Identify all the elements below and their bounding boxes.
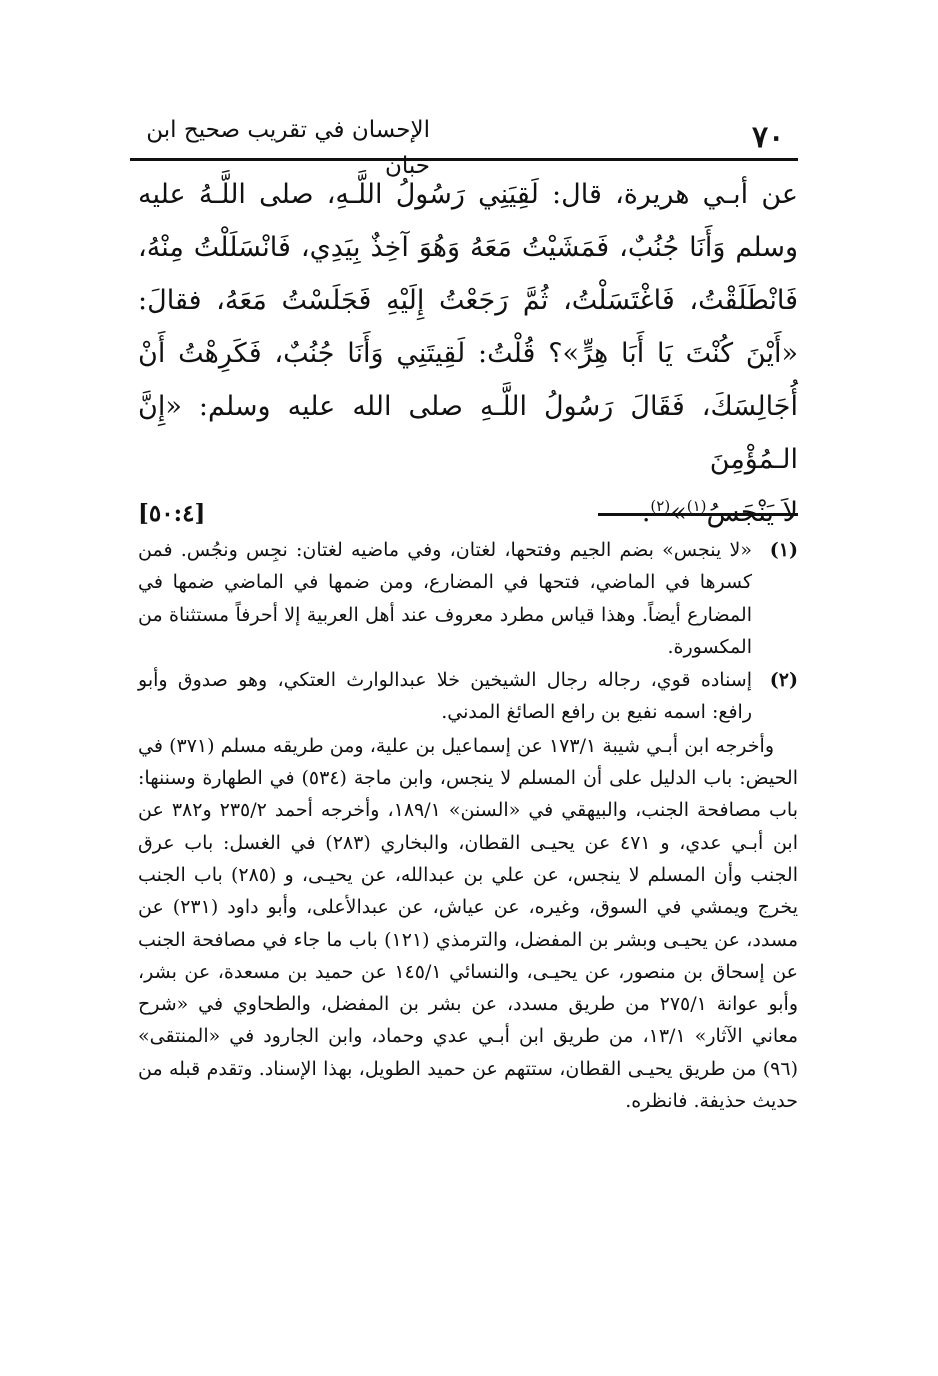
closing-period: . xyxy=(641,497,651,528)
closing-quote: » xyxy=(670,497,687,528)
footnote-1 xyxy=(138,534,798,663)
footnote-2-text: إسناده قوي، رجاله رجال الشيخين خلا عبدالوارث العتكي، وهو صدوق وأبو رافع: اسمه نفيع بن رافع الصائغ المدني. xyxy=(138,669,752,724)
footnote-2-continuation: وأخرجه ابن أبـي شيبة ١٧٣/١ عن إسماعيل بن علية، ومن طريقه مسلم (٣٧١) في الحيض: باب الدليل على أن المسلم لا ينجس، وابن ماجة (٥٣٤) في الطهارة وسننها: باب مصافحة الجنب، والبيهقي في «السنن» ١٨٩/١، وأخرجه أحمد ٢٣٥/٢ و٣٨٢ عن ابن أبـي عدي، و ٤٧١ عن يحيـى القطان، والبخاري (٢٨٣) في الغسل: باب عرق الجنب وأن المسلم لا ينجس، عن علي بن عبدالله، عن يحيـى، و (٢٨٥) باب الجنب يخرج ويمشي في السوق، وغيره، عن عياش، عن عبدالأعلى، وأبو داود (٢٣١) عن مسدد، عن يحيـى وبشر بن المفضل، والترمذي (١٢١) باب ما جاء في مصافحة الجنب عن إسحاق بن منصور، عن يحيـى، والنسائي ١٤٥/١ عن حميد بن مسعدة، عن بشر، وأبو عوانة ٢٧٥/١ من طريق مسدد، عن بشر بن المفضل، والطحاوي في «شرح معاني الآثار» ١٣/١، من طريق ابن أبـي عدي وحماد، وابن الجارود في «المنتقى» (٩٦) من طريق يحيـى القطان، ستتهم عن حميد الطويل، بهذا الإسناد. وتقدم قبله من حديث حذيفة. فانظره. xyxy=(138,734,798,1113)
hadith-last-words: لاَ يَنْجَسُ xyxy=(706,497,798,528)
footnote-2 xyxy=(138,664,798,729)
running-title: الإحسان في تقريب صحيح ابن حبان xyxy=(146,117,430,179)
header-rule xyxy=(130,158,798,161)
footnote-rule xyxy=(598,513,798,516)
footnote-marker-1: (١) xyxy=(686,497,707,515)
footnote-1-marker: (١) xyxy=(769,539,798,561)
footnote-marker-2: (٢) xyxy=(650,497,671,515)
hadith-body: عن أبـي هريرة، قال: لَقِيَنِي رَسُولُ اللَّـهِ، صلى اللَّـهُ عليه وسلم وَأَنَا جُنُبٌ، فَمَشَيْتُ مَعَهُ وَهُوَ آخِذٌ بِيَدِي، فَانْسَلَلْتُ مِنْهُ، فَانْطَلَقْتُ، فَاغْتَسَلْتُ، ثُمَّ رَجَعْتُ إِلَيْهِ فَجَلَسْتُ مَعَهُ، فقالَ: «أَيْنَ كُنْتَ يَا أَبَا هِرٍّ»؟ قُلْتُ: لَقِيتَنِي وَأَنَا جُنُبٌ، فَكَرِهْتُ أَنْ أُجَالِسَكَ، فَقَالَ رَسُولُ اللَّـهِ صلى الله عليه وسلم: «إِنَّ الـمُؤْمِنَ xyxy=(138,179,798,475)
hadith-reference: [٥٠:٤] xyxy=(138,500,206,527)
page-number: ٧٠ xyxy=(752,120,785,155)
footnote-1-text: «لا ينجس» بضم الجيم وفتحها، لغتان، وفي ماضيه لغتان: نجِس ونجُس. فمن كسرها في الماضي، فتحها في المضارع، ومن ضمها في الماضي ضمها في المضارع أيضاً. وهذا قياس مطرد معروف عند أهل العربية إلا أحرفاً مستثناة من المكسورة. xyxy=(138,539,753,658)
footnotes xyxy=(138,534,798,1117)
footnote-2-marker: (٢) xyxy=(769,669,798,692)
hadith-text xyxy=(138,168,798,540)
